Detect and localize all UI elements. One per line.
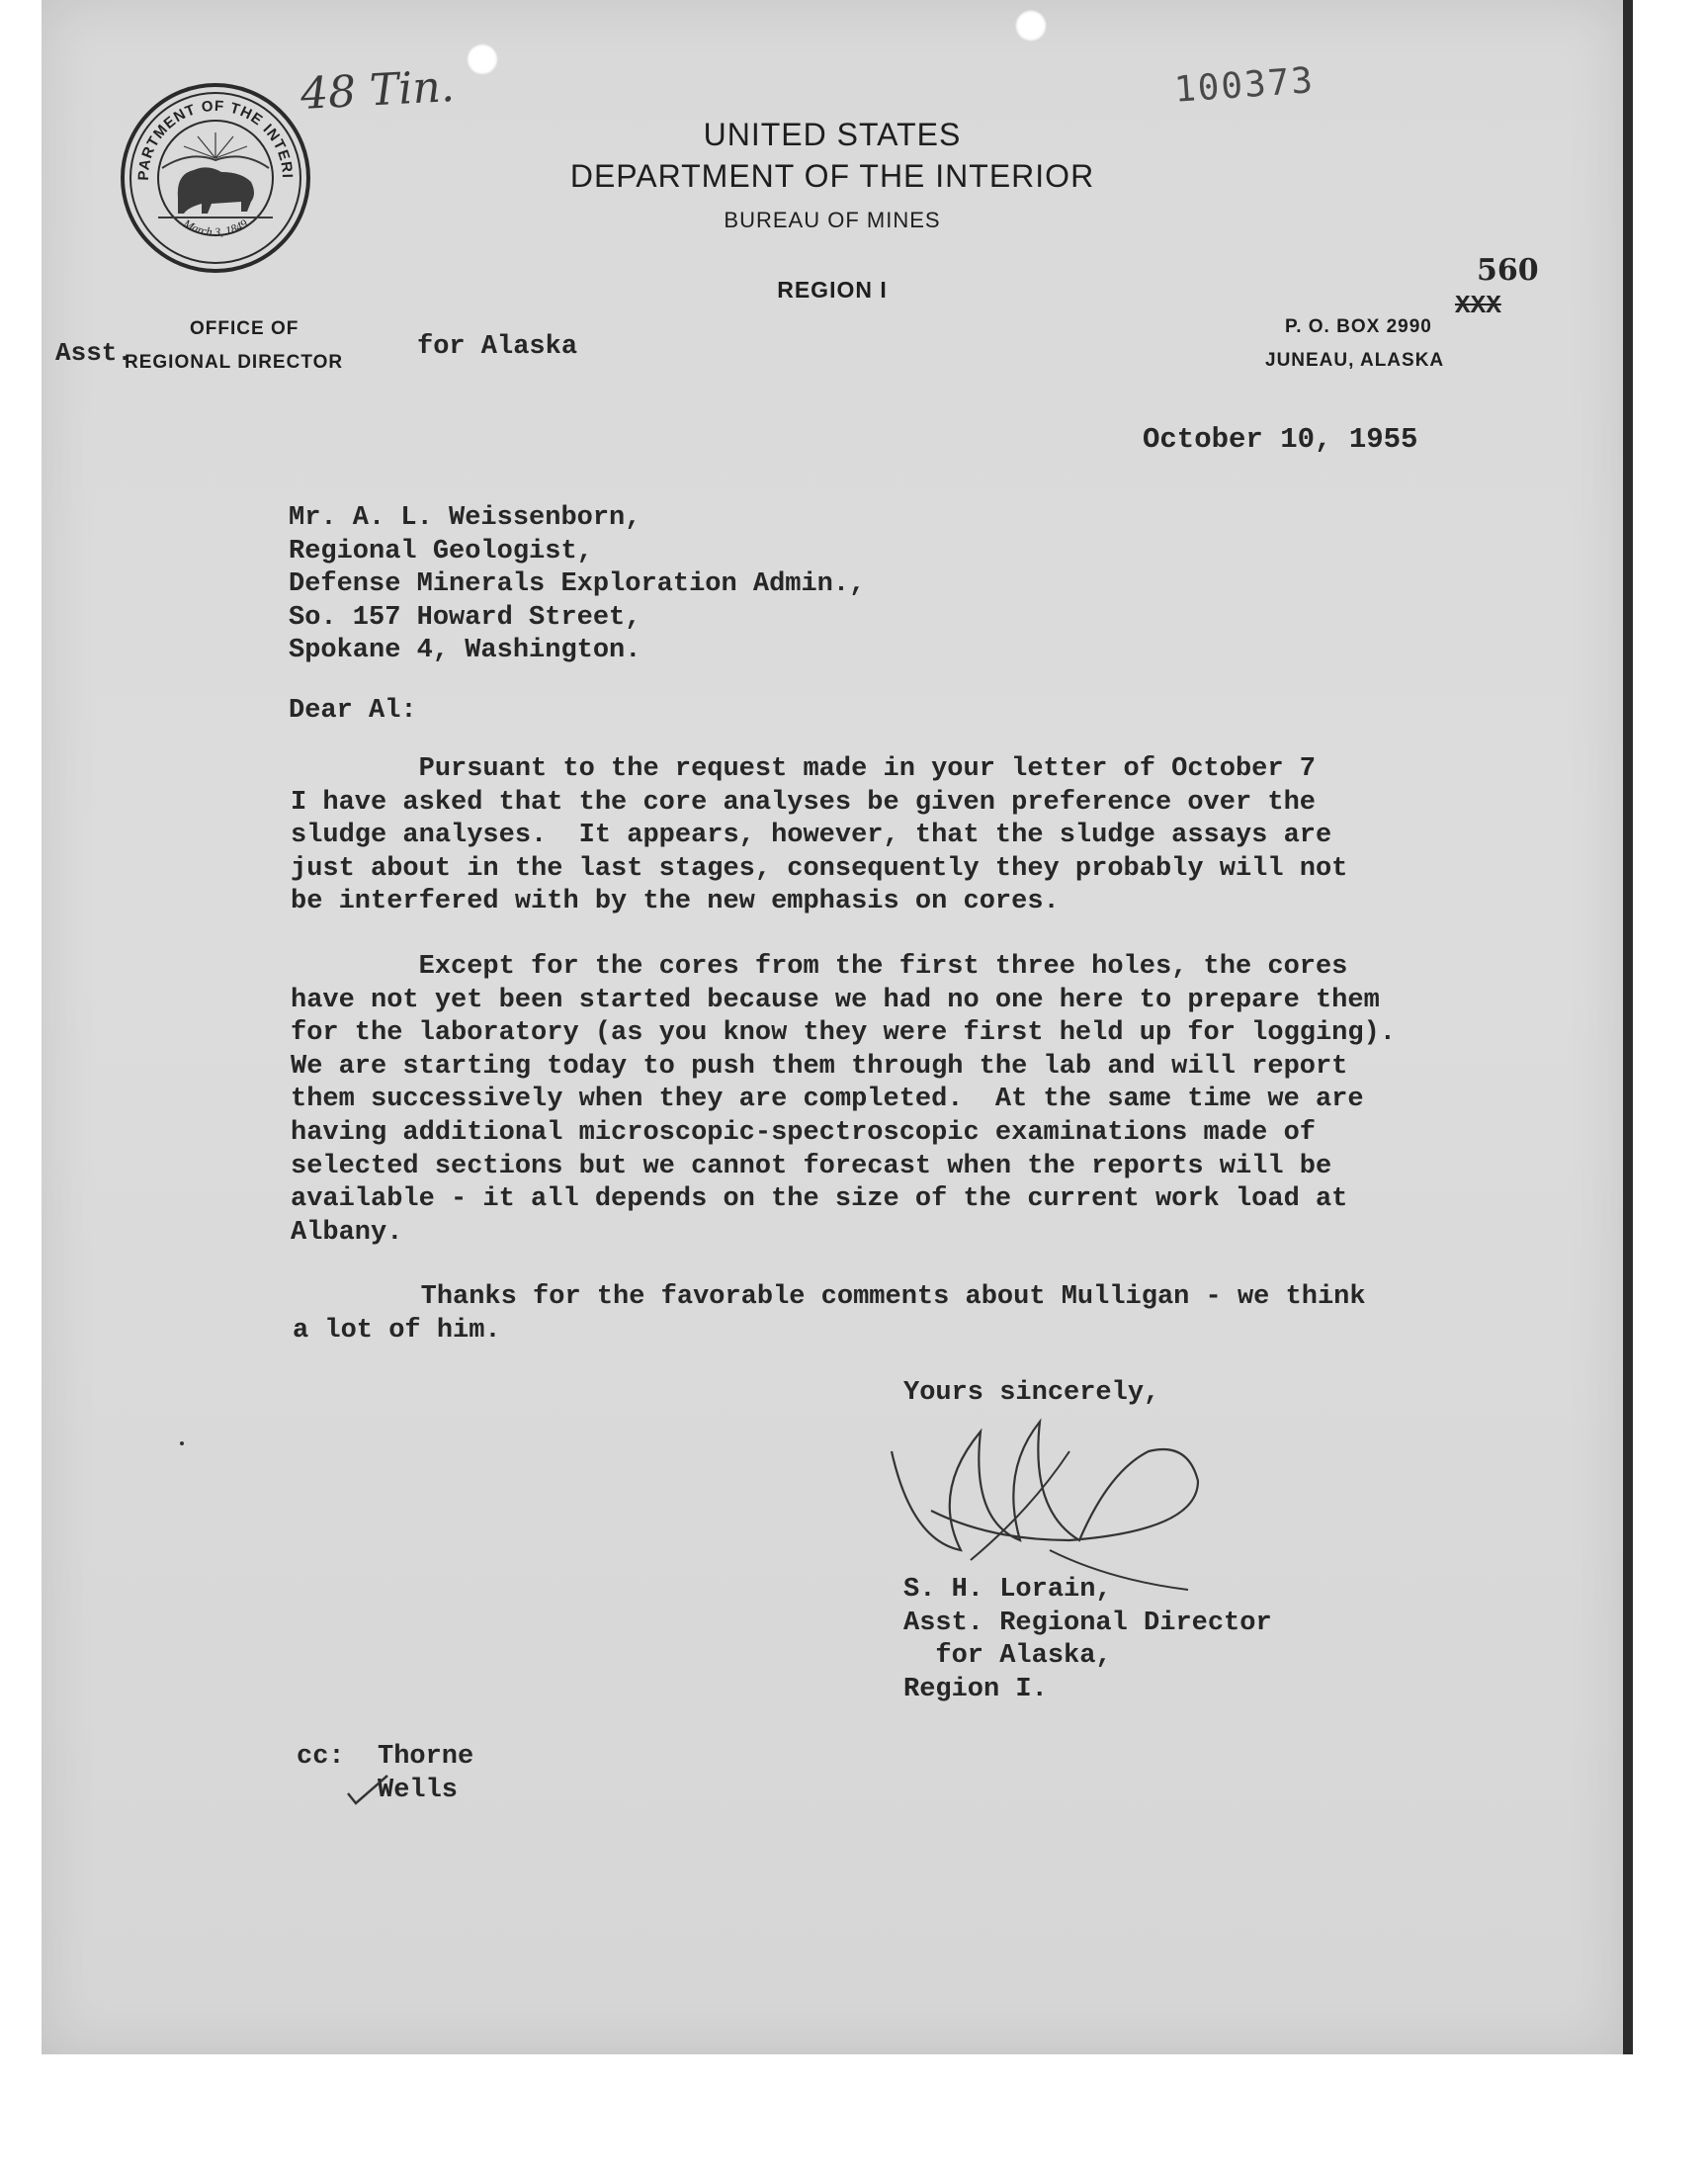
body-paragraph-2 — [291, 951, 1396, 1250]
document-number: 100373 — [1172, 60, 1317, 111]
body-line: I have asked that the core analyses be given preference over the — [291, 787, 1316, 818]
seal-date: March 3, 1849 — [181, 216, 250, 239]
body-line: be interfered with by the new emphasis on cores. — [291, 887, 1060, 917]
letter-page — [42, 0, 1633, 2054]
letterhead-department: DEPARTMENT OF THE INTERIOR — [569, 158, 1095, 194]
signature-line: Asst. Regional Director — [903, 1608, 1272, 1638]
cc-name-thorne: Thorne — [378, 1742, 474, 1772]
body-line: them successively when they are completed. At the same time we are — [291, 1085, 1364, 1115]
closing: Yours sincerely, — [903, 1378, 1160, 1408]
city: JUNEAU, ALASKA — [1265, 350, 1445, 371]
signature-line: Region I. — [903, 1674, 1048, 1704]
regional-director-label: REGIONAL DIRECTOR — [125, 352, 344, 373]
struck-mark: XXX — [1455, 291, 1501, 320]
seal-text: PARTMENT OF THE INTERI — [134, 97, 297, 181]
letter-date: October 10, 1955 — [1143, 423, 1418, 456]
body-line: We are starting today to push them through the lab and will report — [291, 1051, 1348, 1082]
body-line: for the laboratory (as you know they were first held up for logging). — [291, 1018, 1396, 1049]
punch-hole — [467, 44, 498, 75]
letterhead-united-states: UNITED STATES — [703, 117, 962, 152]
body-line: Except for the cores from the first three holes, the cores — [291, 952, 1348, 982]
signature-line: for Alaska, — [903, 1641, 1112, 1672]
signature-block — [903, 1574, 1272, 1706]
punch-hole — [1015, 10, 1047, 42]
asst-insert: Asst. — [55, 338, 133, 368]
stray-mark — [180, 1441, 184, 1445]
signature-line: S. H. Lorain, — [903, 1575, 1112, 1605]
salutation: Dear Al: — [289, 696, 417, 726]
office-of-label: OFFICE OF — [190, 318, 299, 339]
body-line: having additional microscopic-spectroscopic examinations made of — [291, 1117, 1316, 1148]
body-paragraph-1 — [291, 753, 1347, 919]
cc-name-wells: Wells — [378, 1776, 459, 1805]
department-seal — [119, 81, 312, 275]
body-line: just about in the last stages, consequently they probably will not — [291, 853, 1348, 884]
recipient-line: Regional Geologist, — [289, 536, 593, 566]
body-line: selected sections but we cannot forecast when the reports will be — [291, 1151, 1332, 1181]
body-line: Thanks for the favorable comments about Mulligan - we think — [293, 1282, 1366, 1312]
recipient-line: Spokane 4, Washington. — [289, 636, 641, 666]
recipient-address — [289, 502, 865, 668]
letterhead-bureau: BUREAU OF MINES — [724, 208, 941, 232]
handwritten-note: 48 Tin. — [299, 60, 456, 121]
body-line: Pursuant to the request made in your letter of October 7 — [291, 754, 1316, 784]
svg-text:March 3, 1849 — [180, 216, 250, 238]
cc-label: cc: — [297, 1742, 345, 1772]
body-paragraph-3 — [293, 1281, 1366, 1348]
body-line: sludge analyses. It appears, however, that the sludge assays are — [291, 821, 1332, 851]
recipient-line: Mr. A. L. Weissenborn, — [289, 503, 641, 533]
body-line: available - it all depends on the size of the current work load at — [291, 1184, 1348, 1215]
file-number: 560 — [1477, 253, 1539, 288]
recipient-line: Defense Minerals Exploration Admin., — [289, 569, 866, 600]
body-line: a lot of him. — [293, 1315, 501, 1346]
check-mark-icon — [344, 1770, 393, 1809]
for-alaska-insert: for Alaska — [417, 332, 578, 362]
po-box: P. O. BOX 2990 — [1285, 316, 1432, 337]
body-line: have not yet been started because we had no one here to prepare them — [291, 985, 1380, 1015]
letterhead-region: REGION I — [777, 277, 888, 303]
body-line: Albany. — [291, 1217, 403, 1248]
seal-graphic — [119, 81, 312, 275]
recipient-line: So. 157 Howard Street, — [289, 602, 641, 633]
